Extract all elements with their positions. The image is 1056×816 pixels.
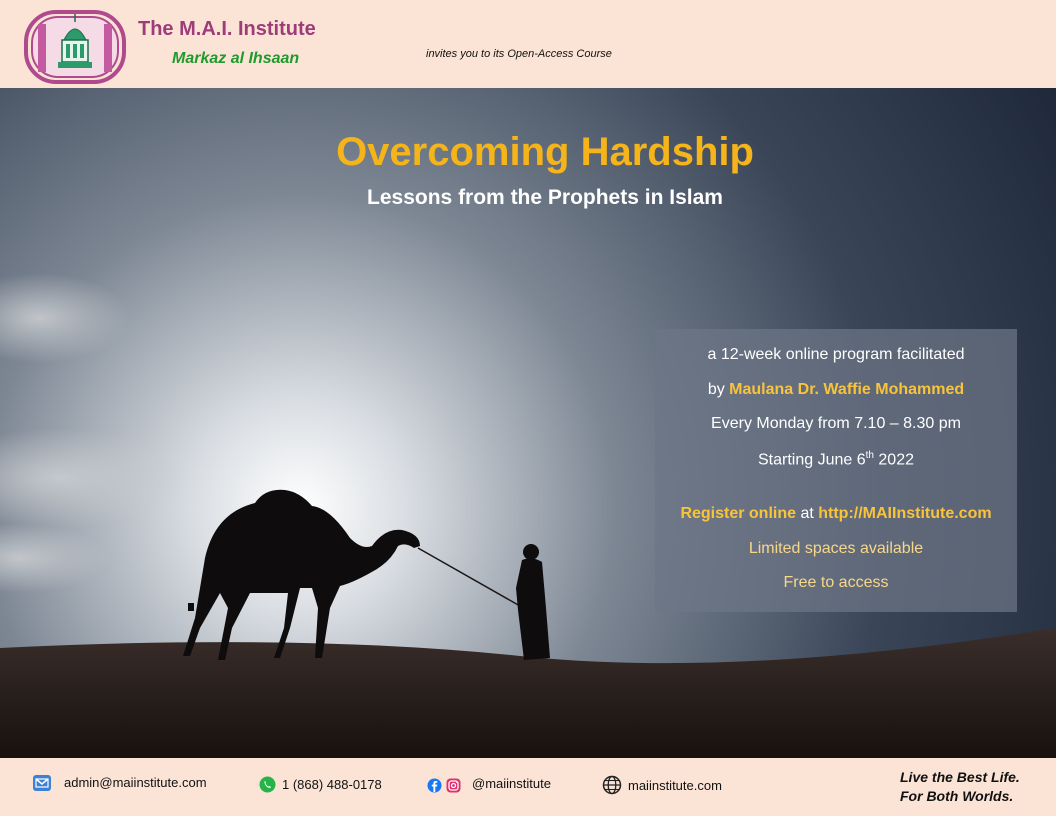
register-link[interactable]: http://MAIInstitute.com — [818, 505, 992, 522]
phone-number[interactable]: 1 (868) 488-0178 — [282, 777, 382, 792]
email-link[interactable]: admin@maiinstitute.com — [64, 775, 207, 790]
header — [0, 0, 1056, 88]
register-label: Register online — [680, 505, 797, 522]
motto-line-2: For Both Worlds. — [900, 788, 1014, 804]
start-date — [655, 450, 1017, 469]
motto-line-1: Live the Best Life. — [900, 769, 1020, 785]
markaz-al-ihsaan-crest-icon — [24, 8, 126, 86]
limited-spaces: Limited spaces available — [748, 540, 924, 557]
course-subtitle: Lessons from the Prophets in Islam — [367, 186, 723, 209]
start-date-suffix-sup: th — [865, 450, 874, 461]
instagram-icon — [446, 778, 461, 793]
social-handle[interactable]: @maiinstitute — [472, 776, 551, 791]
globe-icon — [602, 775, 622, 795]
facilitator-line — [655, 381, 1017, 399]
program-description: a 12-week online program facilitated — [707, 346, 965, 363]
invite-text: invites you to its Open-Access Course — [426, 48, 612, 60]
facilitator-name: Maulana Dr. Waffie Mohammed — [729, 381, 965, 398]
course-info-panel — [655, 329, 1017, 612]
start-date-prefix: Starting June 6 — [757, 451, 866, 469]
register-line — [655, 505, 1017, 523]
start-date-year: 2022 — [873, 451, 914, 469]
institute-name: The M.A.I. Institute — [138, 18, 316, 40]
website-link[interactable]: maiinstitute.com — [628, 778, 722, 793]
free-access: Free to access — [783, 574, 889, 591]
course-title: Overcoming Hardship — [336, 130, 754, 174]
hero-banner — [0, 88, 1056, 758]
facebook-icon — [427, 778, 442, 793]
schedule-text: Every Monday from 7.10 – 8.30 pm — [711, 415, 961, 432]
motto — [900, 768, 1020, 806]
footer — [0, 758, 1056, 816]
email-icon — [32, 774, 52, 792]
facilitator-prefix: by — [707, 381, 730, 398]
register-mid: at — [796, 505, 819, 522]
institute-subtitle: Markaz al Ihsaan — [172, 50, 300, 67]
whatsapp-icon — [259, 776, 276, 793]
